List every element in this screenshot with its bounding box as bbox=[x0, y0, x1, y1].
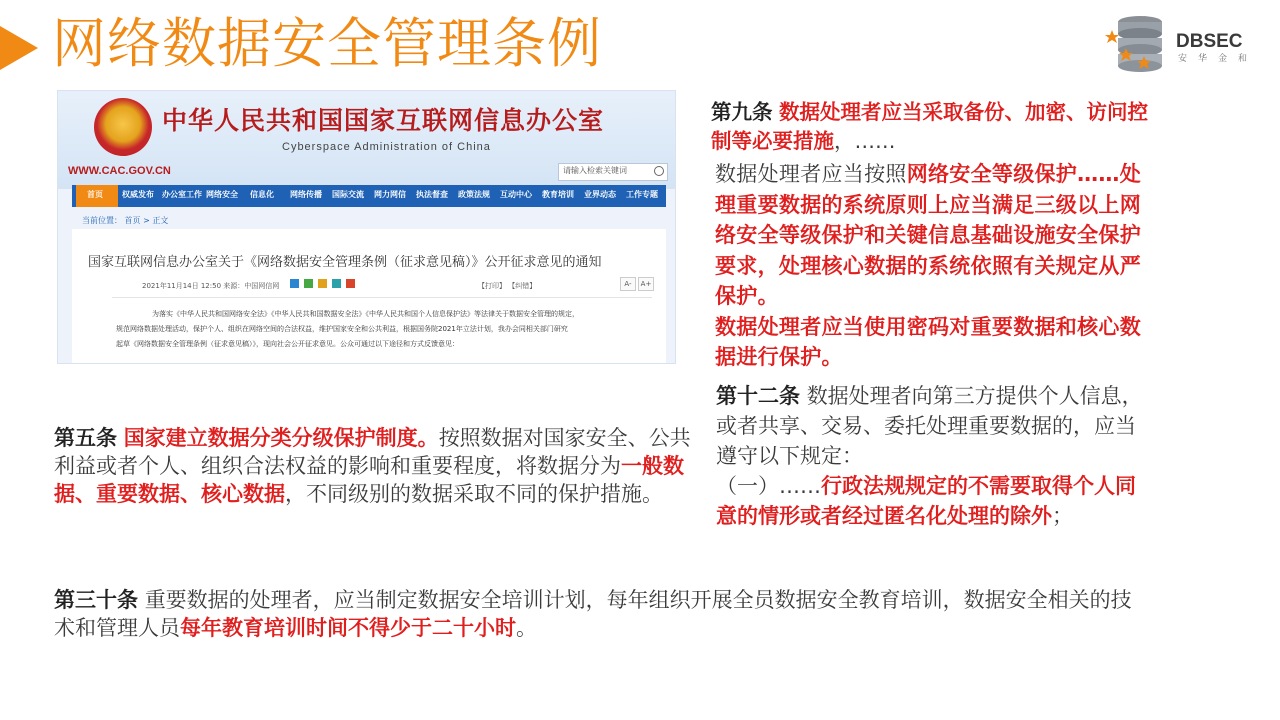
nav-item: 权威发布 bbox=[122, 190, 154, 199]
article-5 bbox=[54, 424, 699, 508]
cac-header bbox=[58, 91, 675, 189]
article-30-text: 重要数据的处理者，应当制定数据安全培训计划，每年组织开展全员数据安全教育培训，数据安全相关的技术和管理人员 bbox=[54, 588, 1132, 640]
article-5-red-1: 国家建立数据分类分级保护制度。 bbox=[123, 426, 439, 450]
share-icon bbox=[332, 279, 341, 288]
article-5-text-2: ，不同级别的数据采取不同的保护措施。 bbox=[285, 482, 663, 506]
article-12-text: 数据处理者向第三方提供个人信息，或者共享、交易、委托处理重要数据的，应当遵守以下规定： bbox=[716, 384, 1143, 468]
cac-search-input bbox=[558, 163, 668, 181]
font-increase-button: A+ bbox=[638, 277, 654, 291]
search-icon bbox=[654, 166, 664, 176]
share-icon bbox=[346, 279, 355, 288]
nav-item: 首页 bbox=[87, 190, 103, 199]
article-9-red-2: 网络安全等级保护……处理重要数据的系统原则上应当满足三级以上网络安全等级保护和关键信息基础设施安全保护要求，处理核心数据的系统依照有关规定从严保护。 bbox=[715, 162, 1142, 308]
article-12 bbox=[716, 381, 1146, 531]
share-icon bbox=[290, 279, 299, 288]
divider bbox=[112, 297, 652, 298]
nav-item: 信息化 bbox=[250, 190, 274, 199]
dbsec-logo-icon bbox=[1104, 12, 1176, 74]
article-9-text: 数据处理者应当按照 bbox=[715, 162, 907, 186]
share-icon bbox=[318, 279, 327, 288]
national-emblem-icon bbox=[94, 98, 152, 156]
cac-search-placeholder: 请输入检索关键词 bbox=[563, 166, 627, 175]
article-30 bbox=[54, 586, 1134, 642]
nav-item: 网力网信 bbox=[374, 190, 406, 199]
cac-paragraph-line: 为落实《中华人民共和国网络安全法》《中华人民共和国数据安全法》《中华人民共和国个人信息保护法》等法律关于数据安全管理的规定， bbox=[152, 310, 579, 318]
article-12-red: 行政法规规定的不需要取得个人同意的情形或者经过匿名化处理的除外 bbox=[716, 474, 1136, 528]
font-decrease-button: A- bbox=[620, 277, 636, 291]
article-12-tail: ； bbox=[1052, 504, 1073, 528]
share-icon bbox=[304, 279, 313, 288]
logo-subtitle: 安华金和 bbox=[1178, 54, 1259, 64]
nav-item: 执法督查 bbox=[416, 190, 448, 199]
article-5-text-1: 按照数据对国家安全、公共利益或者个人、组织合法权益的影响和重要程度，将数据分为 bbox=[54, 426, 691, 478]
logo-name: DBSEC bbox=[1176, 31, 1243, 52]
article-9-red-3: 数据处理者应当使用密码对重要数据和核心数据进行保护。 bbox=[715, 314, 1141, 369]
nav-item: 国际交流 bbox=[332, 190, 364, 199]
page-title: 网络数据安全管理条例 bbox=[52, 12, 602, 75]
nav-item: 工作专题 bbox=[626, 190, 658, 199]
cac-paragraph-line: 规范网络数据处理活动，保护个人、组织在网络空间的合法权益，维护国家安全和公共利益，根据国务院2021年立法计划，我办会同相关部门研究 bbox=[116, 325, 568, 333]
cac-paragraph-line: 起草《网络数据安全管理条例（征求意见稿）》，现向社会公开征求意见。公众可通过以下途径和方式反馈意见： bbox=[116, 340, 459, 348]
article-9-tail: ，…… bbox=[834, 129, 896, 153]
cac-breadcrumb: 当前位置： 首页 > 正文 bbox=[82, 216, 169, 225]
article-30-red: 每年教育培训时间不得少于二十小时 bbox=[180, 616, 516, 640]
article-5-label: 第五条 bbox=[54, 426, 117, 450]
nav-item: 政策法规 bbox=[458, 190, 490, 199]
article-12-item: （一）…… bbox=[716, 474, 821, 498]
title-arrow-icon bbox=[0, 26, 38, 70]
cac-notice-title: 国家互联网信息办公室关于《网络数据安全管理条例（征求意见稿）》公开征求意见的通知 bbox=[88, 255, 602, 270]
cac-header-subtitle: Cyberspace Administration of China bbox=[282, 141, 491, 153]
article-5-red-2: 一般数据、重要数据、核心数据 bbox=[54, 454, 684, 506]
article-9-body bbox=[715, 159, 1145, 373]
nav-item: 办公室工作 bbox=[162, 190, 202, 199]
cac-print-links: 【打印】 【纠错】 bbox=[478, 282, 537, 290]
cac-article-body bbox=[72, 229, 666, 363]
nav-item: 教育培训 bbox=[542, 190, 574, 199]
cac-website-screenshot bbox=[57, 90, 676, 364]
article-30-tail: 。 bbox=[516, 616, 537, 640]
nav-item: 互动中心 bbox=[500, 190, 532, 199]
article-9-heading bbox=[711, 98, 1151, 156]
cac-meta: 2021年11月14日 12:50 来源：中国网信网 bbox=[142, 282, 280, 290]
article-9-label: 第九条 bbox=[711, 100, 773, 124]
cac-header-title: 中华人民共和国国家互联网信息办公室 bbox=[162, 106, 605, 135]
nav-item: 网络传播 bbox=[290, 190, 322, 199]
nav-item: 业界动态 bbox=[584, 190, 616, 199]
nav-item: 网络安全 bbox=[206, 190, 238, 199]
article-30-label: 第三十条 bbox=[54, 588, 138, 612]
cac-url: WWW.CAC.GOV.CN bbox=[68, 165, 171, 177]
cac-nav-bar bbox=[72, 185, 666, 207]
article-9-red-1: 数据处理者应当采取备份、加密、访问控制等必要措施 bbox=[711, 100, 1149, 153]
article-12-label: 第十二条 bbox=[716, 384, 800, 408]
